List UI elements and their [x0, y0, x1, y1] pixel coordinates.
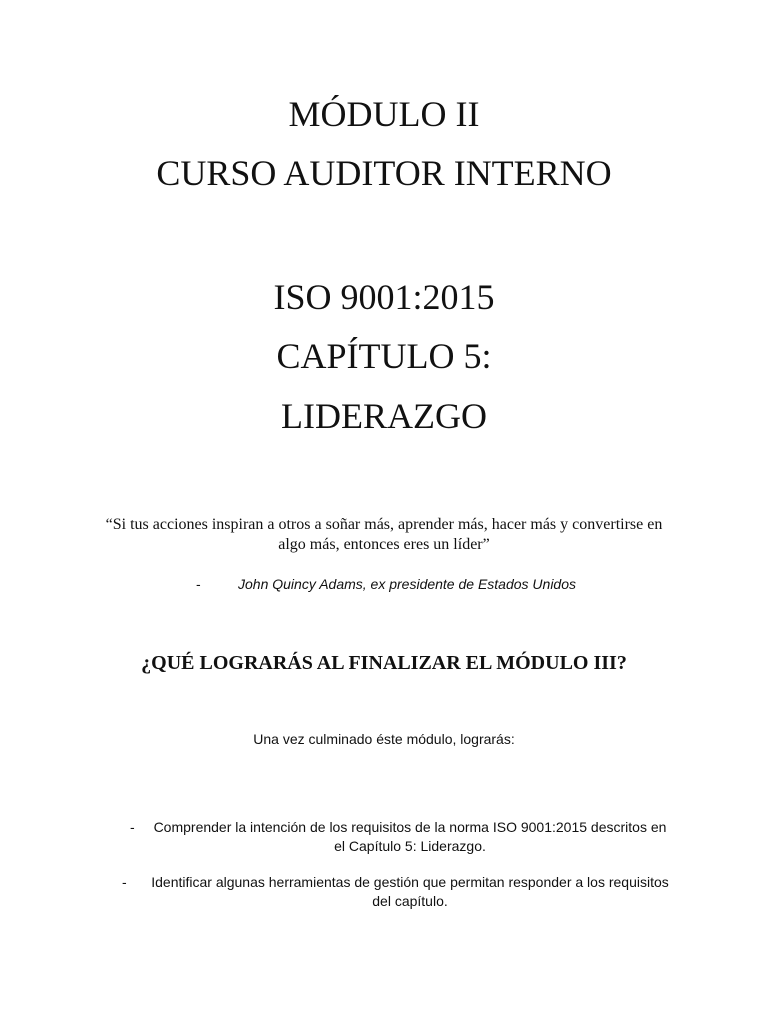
section-heading: ¿QUÉ LOGRARÁS AL FINALIZAR EL MÓDULO III? [141, 652, 627, 674]
section-intro: Una vez culminado éste módulo, lograrás: [253, 731, 515, 747]
objective-text: Comprender la intención de los requisitos de la norma ISO 9001:2015 descritos en el Capítulo 5: Liderazgo. [153, 819, 667, 854]
attribution-text: John Quincy Adams, ex presidente de Estados Unidos [238, 576, 577, 592]
leadership-quote: “Si tus acciones inspiran a otros a soñar más, aprender más, hacer más y convertirse en algo más, entonces eres un líder” [105, 516, 663, 553]
objective-item [0, 818, 768, 858]
objective-text: Identificar algunas herramientas de gestión que permitan responder a los requisitos del capítulo. [151, 874, 669, 909]
chapter-title: CAPÍTULO 5: [276, 336, 492, 376]
objective-item [0, 873, 768, 913]
standard-title: ISO 9001:2015 [273, 277, 495, 317]
objective-dash: - [130, 819, 135, 835]
quote-attribution [0, 574, 768, 594]
module-title: MÓDULO II [288, 94, 480, 134]
course-title: CURSO AUDITOR INTERNO [156, 153, 612, 193]
chapter-name: LIDERAZGO [281, 396, 487, 436]
objective-dash: - [122, 874, 127, 890]
attribution-dash: - [196, 576, 201, 592]
